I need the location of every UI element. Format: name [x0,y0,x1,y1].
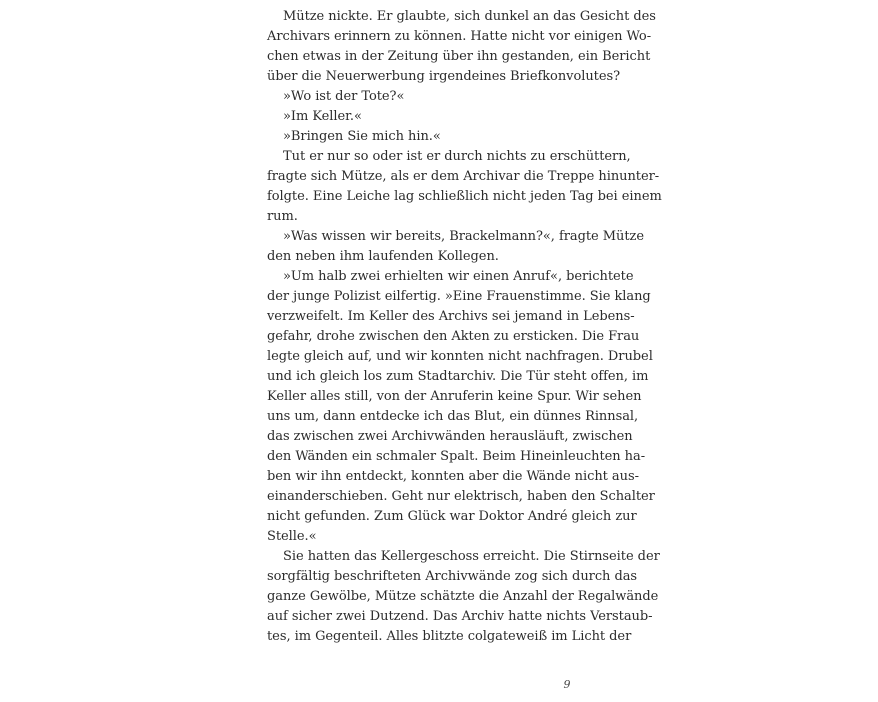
text-line: rum. [267,209,298,224]
text-line: auf sicher zwei Dutzend. Das Archiv hatte nichts Verstaub- [267,609,653,624]
text-line: fragte sich Mütze, als er dem Archivar die Treppe hinunter- [267,169,660,184]
text-line: Mütze nickte. Er glaubte, sich dunkel an das Gesicht des [283,9,656,24]
text-line: Keller alles still, von der Anruferin keine Spur. Wir sehen [267,389,642,404]
text-line: der junge Polizist eilfertig. »Eine Frauenstimme. Sie klang [267,289,651,304]
text-line: Stelle.« [267,529,317,544]
text-line: das zwischen zwei Archivwänden herausläuft, zwischen [267,429,633,444]
text-line: »Um halb zwei erhielten wir einen Anruf«, berichtete [283,269,634,284]
text-line: »Bringen Sie mich hin.« [283,129,441,144]
text-line: gefahr, drohe zwischen den Akten zu ersticken. Die Frau [267,329,640,344]
text-line: »Wo ist der Tote?« [283,89,405,104]
text-line: ganze Gewölbe, Mütze schätzte die Anzahl der Regalwände [267,589,659,604]
text-line: »Was wissen wir bereits, Brackelmann?«, fragte Mütze [283,229,644,244]
text-line: »Im Keller.« [283,109,362,124]
text-line: ben wir ihn entdeckt, konnten aber die Wände nicht aus- [267,469,639,484]
page-number: 9 [563,678,571,691]
body-text [267,7,662,647]
text-line: nicht gefunden. Zum Glück war Doktor André gleich zur [267,509,637,524]
text-line: Sie hatten das Kellergeschoss erreicht. Die Stirnseite der [283,549,660,564]
text-line: chen etwas in der Zeitung über ihn gestanden, ein Bericht [267,49,651,64]
text-line: über die Neuerwerbung irgendeines Briefkonvolutes? [267,69,621,84]
text-line: sorgfältig beschrifteten Archivwände zog sich durch das [267,569,638,584]
text-line: verzweifelt. Im Keller des Archivs sei jemand in Lebens- [267,309,635,324]
text-line: und ich gleich los zum Stadtarchiv. Die Tür steht offen, im [267,369,649,384]
text-line: den neben ihm laufenden Kollegen. [267,249,499,264]
text-line: uns um, dann entdecke ich das Blut, ein dünnes Rinnsal, [267,409,639,424]
text-line: Archivars erinnern zu können. Hatte nicht vor einigen Wo- [267,29,652,44]
text-line: Tut er nur so oder ist er durch nichts zu erschüttern, [283,149,631,164]
text-line: tes, im Gegenteil. Alles blitzte colgateweiß im Licht der [267,629,632,644]
text-line: einanderschieben. Geht nur elektrisch, haben den Schalter [267,489,655,504]
text-line: folgte. Eine Leiche lag schließlich nicht jeden Tag bei einem [267,189,662,204]
text-line: den Wänden ein schmaler Spalt. Beim Hineinleuchten ha- [267,449,646,464]
text-line: legte gleich auf, und wir konnten nicht nachfragen. Drubel [267,349,653,364]
